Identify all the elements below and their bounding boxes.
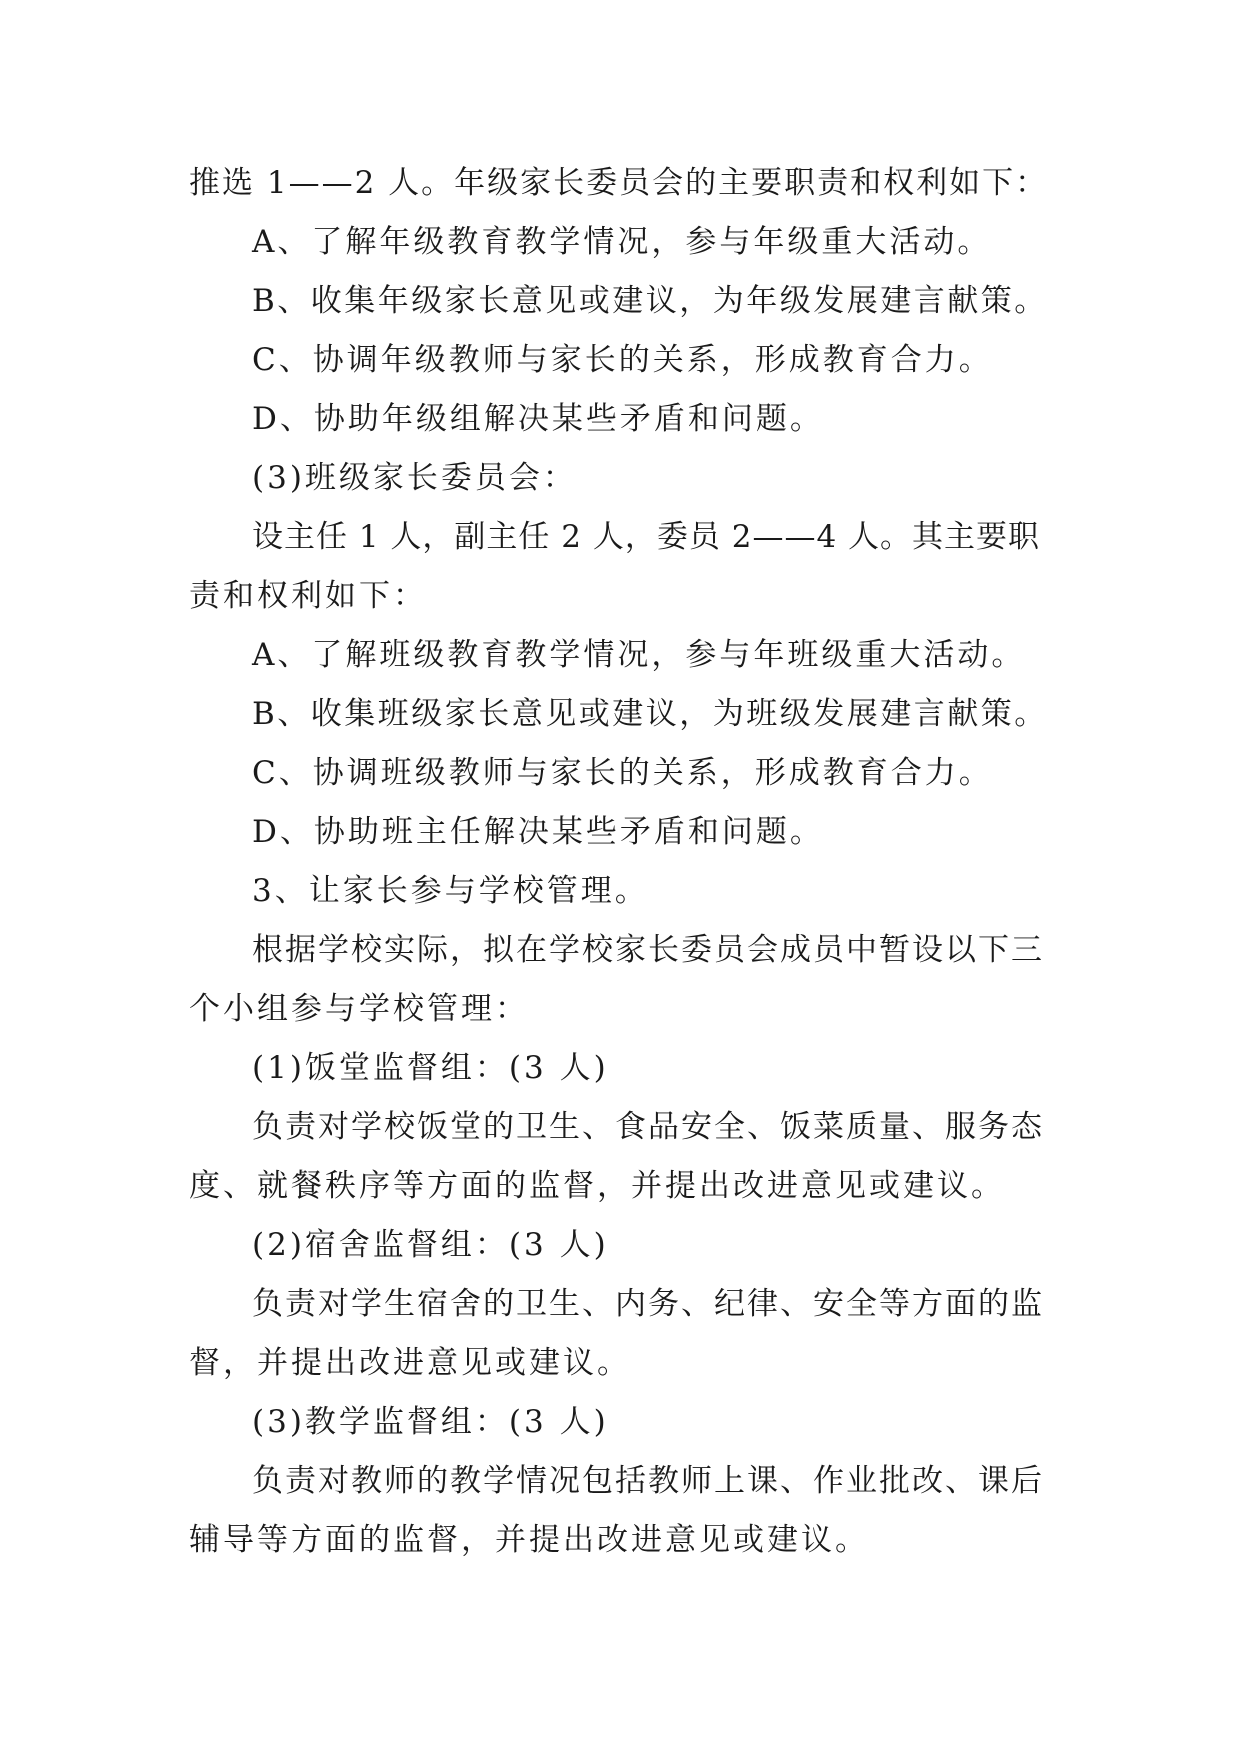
list-item: D、协助年级组解决某些矛盾和问题。 bbox=[252, 401, 824, 437]
section-heading: 3、让家长参与学校管理。 bbox=[252, 873, 649, 909]
section-heading: (2)宿舍监督组：(3 人) bbox=[252, 1227, 609, 1263]
paragraph-line: 根据学校实际，拟在学校家长委员会成员中暂设以下三 bbox=[252, 932, 1044, 968]
section-heading: (3)教学监督组：(3 人) bbox=[252, 1404, 609, 1440]
list-item: C、协调年级教师与家长的关系，形成教育合力。 bbox=[252, 342, 993, 378]
paragraph-line: 设主任 1 人，副主任 2 人，委员 2——4 人。其主要职 bbox=[252, 519, 1041, 555]
section-heading: (1)饭堂监督组：(3 人) bbox=[252, 1050, 609, 1086]
paragraph-line: 负责对学校饭堂的卫生、食品安全、饭菜质量、服务态 bbox=[252, 1109, 1044, 1145]
list-item: B、收集班级家长意见或建议，为班级发展建言献策。 bbox=[252, 696, 1048, 732]
list-item: B、收集年级家长意见或建议，为年级发展建言献策。 bbox=[252, 283, 1048, 319]
list-item: A、了解班级教育教学情况，参与年班级重大活动。 bbox=[252, 637, 1026, 673]
paragraph-line: 责和权利如下： bbox=[189, 578, 427, 614]
paragraph-line: 推选 1——2 人。年级家长委员会的主要职责和权利如下： bbox=[189, 165, 1049, 201]
paragraph-line: 督，并提出改进意见或建议。 bbox=[189, 1345, 631, 1381]
list-item: C、协调班级教师与家长的关系，形成教育合力。 bbox=[252, 755, 993, 791]
section-heading: (3)班级家长委员会： bbox=[252, 460, 577, 496]
paragraph-line: 负责对学生宿舍的卫生、内务、纪律、安全等方面的监 bbox=[252, 1286, 1044, 1322]
paragraph-line: 辅导等方面的监督，并提出改进意见或建议。 bbox=[189, 1522, 869, 1558]
paragraph-line: 负责对教师的教学情况包括教师上课、作业批改、课后 bbox=[252, 1463, 1044, 1499]
list-item: A、了解年级教育教学情况，参与年级重大活动。 bbox=[252, 224, 992, 260]
paragraph-line: 个小组参与学校管理： bbox=[189, 991, 529, 1027]
paragraph-line: 度、就餐秩序等方面的监督，并提出改进意见或建议。 bbox=[189, 1168, 1005, 1204]
list-item: D、协助班主任解决某些矛盾和问题。 bbox=[252, 814, 824, 850]
